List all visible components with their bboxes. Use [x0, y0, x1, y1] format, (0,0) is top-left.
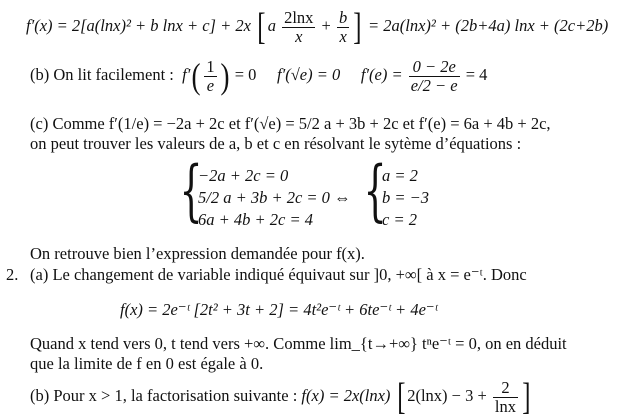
part-2a-formula: f(x) = 2e⁻ᵗ [2t² + 3t + 2] = 4t²e⁻ᵗ + 6te⁻ᵗ + 4e⁻ᵗ — [120, 300, 438, 319]
fraction-denominator: x — [295, 26, 303, 46]
f2-expression: f′(√e) = 0 — [277, 64, 341, 84]
fraction-f3 — [409, 58, 460, 94]
part-b-line — [30, 58, 487, 94]
fraction-2-over-lnx — [493, 379, 518, 415]
right-side-brace: { — [363, 152, 387, 229]
plus-sign: + — [321, 15, 331, 35]
fraction-denominator: x — [339, 26, 347, 46]
solution-c: c = 2 — [382, 210, 417, 229]
f3-value: = 4 — [465, 64, 488, 84]
limit-text-1: Quand x tend vers 0, t tend vers +∞. Comme lim_{t→+∞} tⁿe⁻ᵗ = 0, on en déduit — [30, 334, 567, 353]
left-bracket: [ — [396, 376, 406, 418]
left-bracket: [ — [257, 6, 266, 48]
question-2-number: 2. — [6, 265, 19, 284]
limit-text-2: que la limite de f en 0 est égale à 0. — [30, 354, 264, 373]
part-b-label: (b) On lit facilement : — [30, 64, 174, 84]
equation-right: = 2a(lnx)² + (2b+4a) lnx + (2c+2b) — [368, 15, 609, 35]
part-c-conclusion: On retrouve bien l’expression demandée pour f(x). — [30, 244, 365, 263]
system-equation-2: 5/2 a + 3b + 2c = 0 — [198, 188, 330, 207]
equivalence-arrow: ⇔ — [334, 188, 351, 207]
right-bracket: ] — [353, 6, 362, 48]
bracket-coefficient: a — [267, 15, 276, 35]
equation-left: f′(x) = 2[a(lnx)² + b lnx + c] + 2x — [26, 15, 251, 35]
left-brace: { — [179, 152, 203, 229]
fraction-denominator: lnx — [494, 396, 516, 416]
solution-b: b = −3 — [382, 188, 430, 207]
solution-a: a = 2 — [382, 166, 418, 185]
fraction-denominator: e/2 − e — [410, 75, 458, 95]
right-bracket: ] — [522, 376, 531, 418]
part-2b-line — [30, 378, 533, 416]
f3-prefix: f′(e) = — [360, 64, 403, 84]
f1-value: = 0 — [234, 64, 257, 84]
fraction-numerator: 2lnx — [284, 8, 314, 28]
part-2a-text: (a) Le changement de variable indiqué équivaut sur ]0, +∞[ à x = e⁻ᵗ. Donc — [30, 265, 527, 284]
equation-system — [176, 152, 436, 236]
part-c-line1: (c) Comme f′(1/e) = −2a + 2c et f′(√e) = 5/2 a + 3b + 2c et f′(e) = 6a + 4b + 2c, — [30, 114, 551, 133]
fraction-numerator: 2 — [493, 379, 518, 397]
part-c-line2: on peut trouver les valeurs de a, b et c en résolvant le sytème d’équations : — [30, 134, 522, 153]
system-equation-3: 6a + 4b + 2c = 4 — [198, 210, 313, 229]
fraction-denominator: e — [206, 75, 215, 95]
fraction-numerator: b — [338, 8, 348, 28]
fraction-numerator: 1 — [206, 57, 215, 77]
fraction-b-over-x — [337, 9, 349, 45]
fraction-numerator: 0 − 2e — [409, 58, 460, 76]
paren-open: ( — [191, 56, 201, 96]
part-2b-inner: 2(lnx) − 3 + — [407, 385, 487, 405]
fraction-1-over-e — [204, 58, 216, 94]
system-equation-1: −2a + 2c = 0 — [198, 166, 289, 185]
derivative-equation — [26, 8, 608, 46]
part-2b-label: (b) Pour x > 1, la factorisation suivante : — [30, 385, 298, 405]
fraction-2lnx-over-x — [282, 9, 315, 45]
f1-prefix: f′ — [182, 64, 191, 84]
part-2b-formula-left: f(x) = 2x(lnx) — [301, 385, 391, 405]
paren-close: ) — [220, 56, 230, 96]
